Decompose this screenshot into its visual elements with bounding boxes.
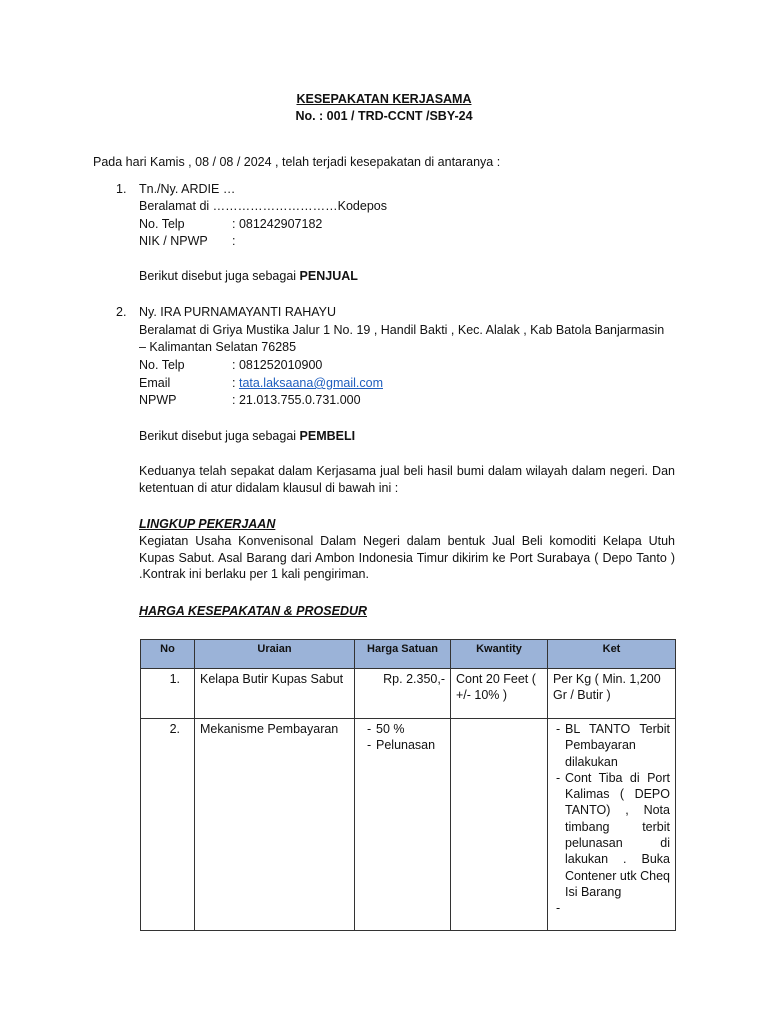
row2-uraian: Mekanisme Pembayaran <box>195 719 355 931</box>
party2-role-name: PEMBELI <box>299 429 356 443</box>
row2-qty <box>451 719 548 931</box>
party1-nik-value: : <box>232 234 236 248</box>
document-number: No. : 001 / TRD-CCNT /SBY-24 <box>295 109 473 123</box>
party1-nik-label: NIK / NPWP <box>139 234 208 248</box>
party2-number: 2. <box>116 305 127 319</box>
row1-uraian: Kelapa Butir Kupas Sabut <box>195 669 355 719</box>
party2-email <box>232 375 383 392</box>
agreement-text: Keduanya telah sepakat dalam Kerjasama jual beli hasil bumi dalam wilayah dalam negeri. Dan ketentuan di atur didalam klausul di bawah ini : <box>139 464 675 495</box>
party2-npwp-label: NPWP <box>139 393 177 407</box>
col-header-uraian: Uraian <box>195 640 355 669</box>
col-header-no: No <box>141 640 195 669</box>
party2-address-line1: Beralamat di Griya Mustika Jalur 1 No. 19 , Handil Bakti , Kec. Alalak , Kab Batola Banjarmasin <box>139 323 665 337</box>
party1-role-prefix: Berikut disebut juga sebagai <box>139 269 297 283</box>
party2-email-colon: : <box>232 376 236 390</box>
document-title: KESEPAKATAN KERJASAMA <box>296 92 472 106</box>
party1-role <box>139 268 358 285</box>
party2-email-label: Email <box>139 376 171 390</box>
party2-email-link[interactable]: tata.laksaana@gmail.com <box>238 376 383 390</box>
col-header-harga: Harga Satuan <box>355 640 451 669</box>
row2-no: 2. <box>141 719 195 931</box>
row1-harga: Rp. 2.350,- <box>355 669 451 719</box>
party2-npwp-value: : 21.013.755.0.731.000 <box>232 393 361 407</box>
scope-heading: LINGKUP PEKERJAAN <box>139 517 276 531</box>
party1-number: 1. <box>116 182 127 196</box>
row1-qty: Cont 20 Feet ( +/- 10% ) <box>451 669 548 719</box>
party2-phone-value: : 081252010900 <box>232 358 323 372</box>
row2-ket <box>548 719 676 931</box>
party2-address-line2: – Kalimantan Selatan 76285 <box>139 340 297 354</box>
table-row <box>141 719 676 931</box>
party1-name: Tn./Ny. ARDIE … <box>139 182 236 196</box>
row2-ket-item: - Cont Tiba di Port Kalimas ( DEPO TANTO) , Nota timbang terbit pelunasan di lakukan . Buka Contener utk Cheq Isi Barang <box>556 770 670 900</box>
party1-role-name: PENJUAL <box>299 269 358 283</box>
row2-ket-item: - BL TANTO Terbit Pembayaran dilakukan <box>556 721 670 770</box>
col-header-kwantity: Kwantity <box>451 640 548 669</box>
col-header-ket: Ket <box>548 640 676 669</box>
price-table <box>140 639 676 931</box>
party1-address: Beralamat di …………………………Kodepos <box>139 199 387 213</box>
intro-text: Pada hari Kamis , 08 / 08 / 2024 , telah terjadi kesepakatan di antaranya : <box>93 155 501 169</box>
row2-harga-item: - 50 % <box>367 721 445 737</box>
price-heading: HARGA KESEPAKATAN & PROSEDUR <box>139 604 368 618</box>
scope-text: Kegiatan Usaha Konvenisonal Dalam Negeri dalam bentuk Jual Beli komoditi Kelapa Utuh Kupas Sabut. Asal Barang dari Ambon Indonesia Timur dikirim ke Port Surabaya ( Depo Tanto ) .Kontrak ini berlaku per 1 kali pengiriman. <box>139 534 675 581</box>
party2-name: Ny. IRA PURNAMAYANTI RAHAYU <box>139 305 337 319</box>
party2-phone-label: No. Telp <box>139 358 185 372</box>
party2-role-prefix: Berikut disebut juga sebagai <box>139 429 297 443</box>
row2-harga <box>355 719 451 931</box>
row2-harga-item: - Pelunasan <box>367 737 445 753</box>
row1-ket: Per Kg ( Min. 1,200 Gr / Butir ) <box>548 669 676 719</box>
party1-phone-value: : 081242907182 <box>232 217 323 231</box>
table-header-row <box>141 640 676 669</box>
party2-role <box>139 428 355 445</box>
row1-no: 1. <box>141 669 195 719</box>
table-row <box>141 669 676 719</box>
party1-phone-label: No. Telp <box>139 217 185 231</box>
